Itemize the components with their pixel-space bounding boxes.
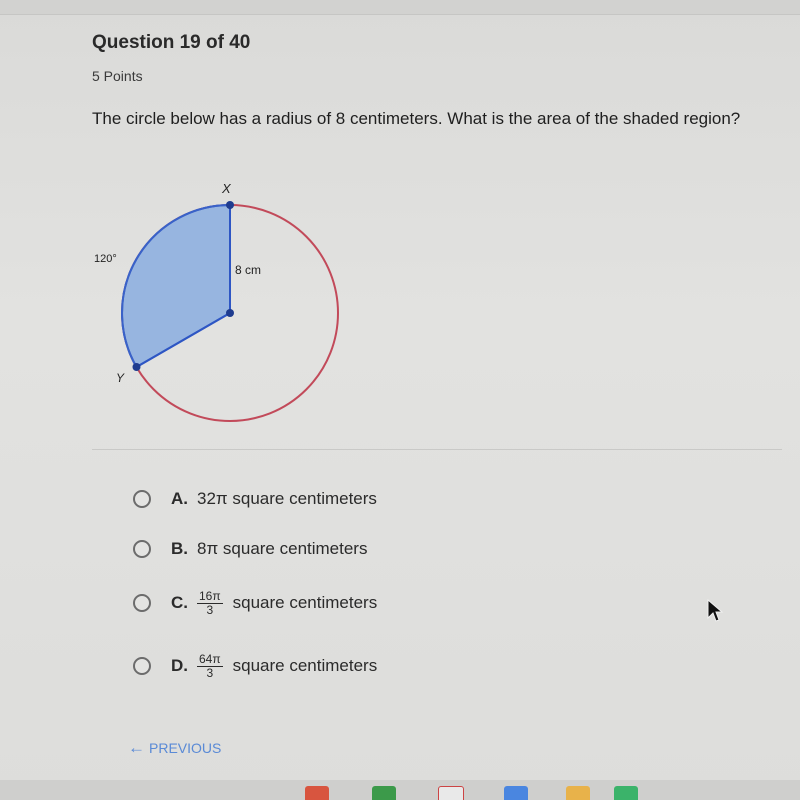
- taskbar-app-icon[interactable]: [566, 786, 590, 800]
- previous-button[interactable]: [128, 738, 221, 758]
- fraction: [197, 653, 223, 680]
- angle-label: 120°: [94, 253, 117, 265]
- radio-a[interactable]: [133, 490, 151, 508]
- top-bar: [0, 0, 800, 15]
- choice-text: [197, 653, 377, 680]
- shaded-sector: [122, 205, 230, 367]
- point-y: [133, 363, 141, 371]
- point-center: [226, 309, 234, 317]
- fraction-numerator: 16π: [199, 588, 221, 603]
- choice-text: [197, 590, 377, 617]
- question-text: The circle below has a radius of 8 centimeters. What is the area of the shaded region?: [92, 109, 741, 128]
- choice-letter: B.: [171, 539, 188, 558]
- radio-b[interactable]: [133, 540, 151, 558]
- choice-a[interactable]: [133, 484, 377, 514]
- fraction: [197, 590, 223, 617]
- divider: [92, 449, 782, 450]
- choice-letter: C.: [171, 593, 188, 612]
- arrow-left-icon: ←: [128, 738, 145, 757]
- label-y: Y: [116, 371, 125, 385]
- radio-d[interactable]: [133, 657, 151, 675]
- choice-c[interactable]: [133, 588, 377, 618]
- choice-unit: square centimeters: [232, 656, 378, 675]
- choice-d[interactable]: [133, 651, 377, 681]
- choice-letter: D.: [171, 656, 188, 675]
- fraction-denominator: 3: [206, 602, 214, 617]
- mail-icon[interactable]: [438, 786, 464, 800]
- fraction-numerator: 64π: [199, 651, 221, 666]
- points-label: 5 Points: [92, 68, 143, 84]
- fraction-denominator: 3: [206, 665, 214, 680]
- docs-icon[interactable]: [504, 786, 528, 800]
- radio-c[interactable]: [133, 594, 151, 612]
- label-x: X: [222, 181, 231, 196]
- taskbar: [0, 780, 800, 800]
- point-x: [226, 201, 234, 209]
- choice-text: 8π square centimeters: [197, 539, 368, 558]
- play-store-icon[interactable]: [614, 786, 638, 800]
- question-number: Question 19 of 40: [92, 32, 251, 53]
- mouse-pointer-icon: [706, 598, 724, 624]
- circle-figure: [80, 170, 360, 430]
- choice-b[interactable]: [133, 534, 367, 564]
- choice-letter: A.: [171, 489, 188, 508]
- choice-unit: square centimeters: [232, 593, 378, 612]
- choice-text: 32π square centimeters: [197, 489, 377, 508]
- taskbar-app-icon[interactable]: [372, 786, 396, 800]
- radius-label: 8 cm: [235, 263, 262, 277]
- previous-label: PREVIOUS: [149, 740, 222, 756]
- taskbar-app-icon[interactable]: [305, 786, 329, 800]
